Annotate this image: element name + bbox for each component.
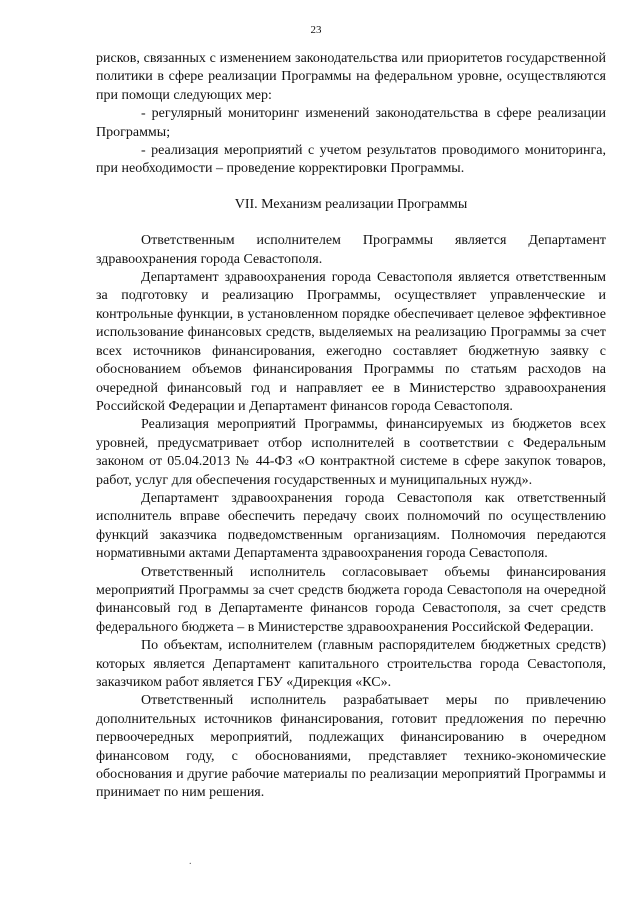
paragraph-department-duties: Департамент здравоохранения города Севастополя является ответственным за подготовку и реализацию Программы, осуществляет управленческие и контрольные функции, в установленном порядке обеспечивает целевое эффективное использование финансовых средств, выделяемых на реализацию Программы за счет всех источников финансирования, ежегодно составляет бюджетную заявку с обоснованием объемов финансирования Программы по статьям расходов на очередной финансовый год и направляет ее в Министерство здравоохранения Российской Федерации и Департамент финансов города Севастополя. bbox=[96, 270, 606, 414]
paragraph-additional-sources: Ответственный исполнитель разрабатывает меры по привлечению дополнительных источников финансирования, готовит предложения по перечню первоочередных мероприятий, подлежащих финансированию в очередном финансовом году, с обоснованиями, представляет технико-экономические обоснования и другие рабочие материалы по реализации мероприятий Программы и принимает по ним решения. bbox=[96, 693, 606, 801]
page-number: 23 bbox=[310, 24, 322, 36]
list-item-implementation: - реализация мероприятий с учетом результатов проводимого мониторинга, при необходимости – проведение корректировки Программы. bbox=[96, 143, 606, 177]
scan-speck: . bbox=[189, 856, 192, 867]
paragraph-financing-approval: Ответственный исполнитель согласовывает объемы финансирования мероприятий Программы за счет средств бюджета города Севастополя на очередной финансовый год в Департаменте финансов города Севастополя, за счет средств федерального бюджета – в Министерстве здравоохранения Российской Федерации. bbox=[96, 564, 606, 635]
page-body bbox=[96, 50, 606, 803]
paragraph-delegation: Департамент здравоохранения города Севастополя как ответственный исполнитель вправе обеспечить передачу своих полномочий по осуществлению функций заказчика подведомственным организациям. Полномочия передаются нормативными актами Департамента здравоохранения города Севастополя. bbox=[96, 490, 606, 562]
paragraph-responsible-executor: Ответственным исполнителем Программы является Департамент здравоохранения города Севастополя. bbox=[96, 233, 606, 267]
section-title: VII. Механизм реализации Программы bbox=[234, 196, 468, 212]
paragraph-capital-construction: По объектам, исполнителем (главным распорядителем бюджетных средств) которых является Департамент капитального строительства города Севастополя, заказчиком работ является ГБУ «Дирекция «КС». bbox=[96, 638, 606, 690]
paragraph-risks-continuation: рисков, связанных с изменением законодательства или приоритетов государственной политики в сфере реализации Программы на федеральном уровне, осуществляются при помощи следующих мер: bbox=[96, 51, 606, 103]
paragraph-procurement: Реализация мероприятий Программы, финансируемых из бюджетов всех уровней, предусматривает отбор исполнителей в соответствии с Федеральным законом от 05.04.2013 № 44-ФЗ «О контрактной системе в сфере закупок товаров, работ, услуг для обеспечения государственных и муниципальных нужд». bbox=[96, 417, 606, 488]
list-item-monitoring: - регулярный мониторинг изменений законодательства в сфере реализации Программы; bbox=[96, 106, 606, 140]
